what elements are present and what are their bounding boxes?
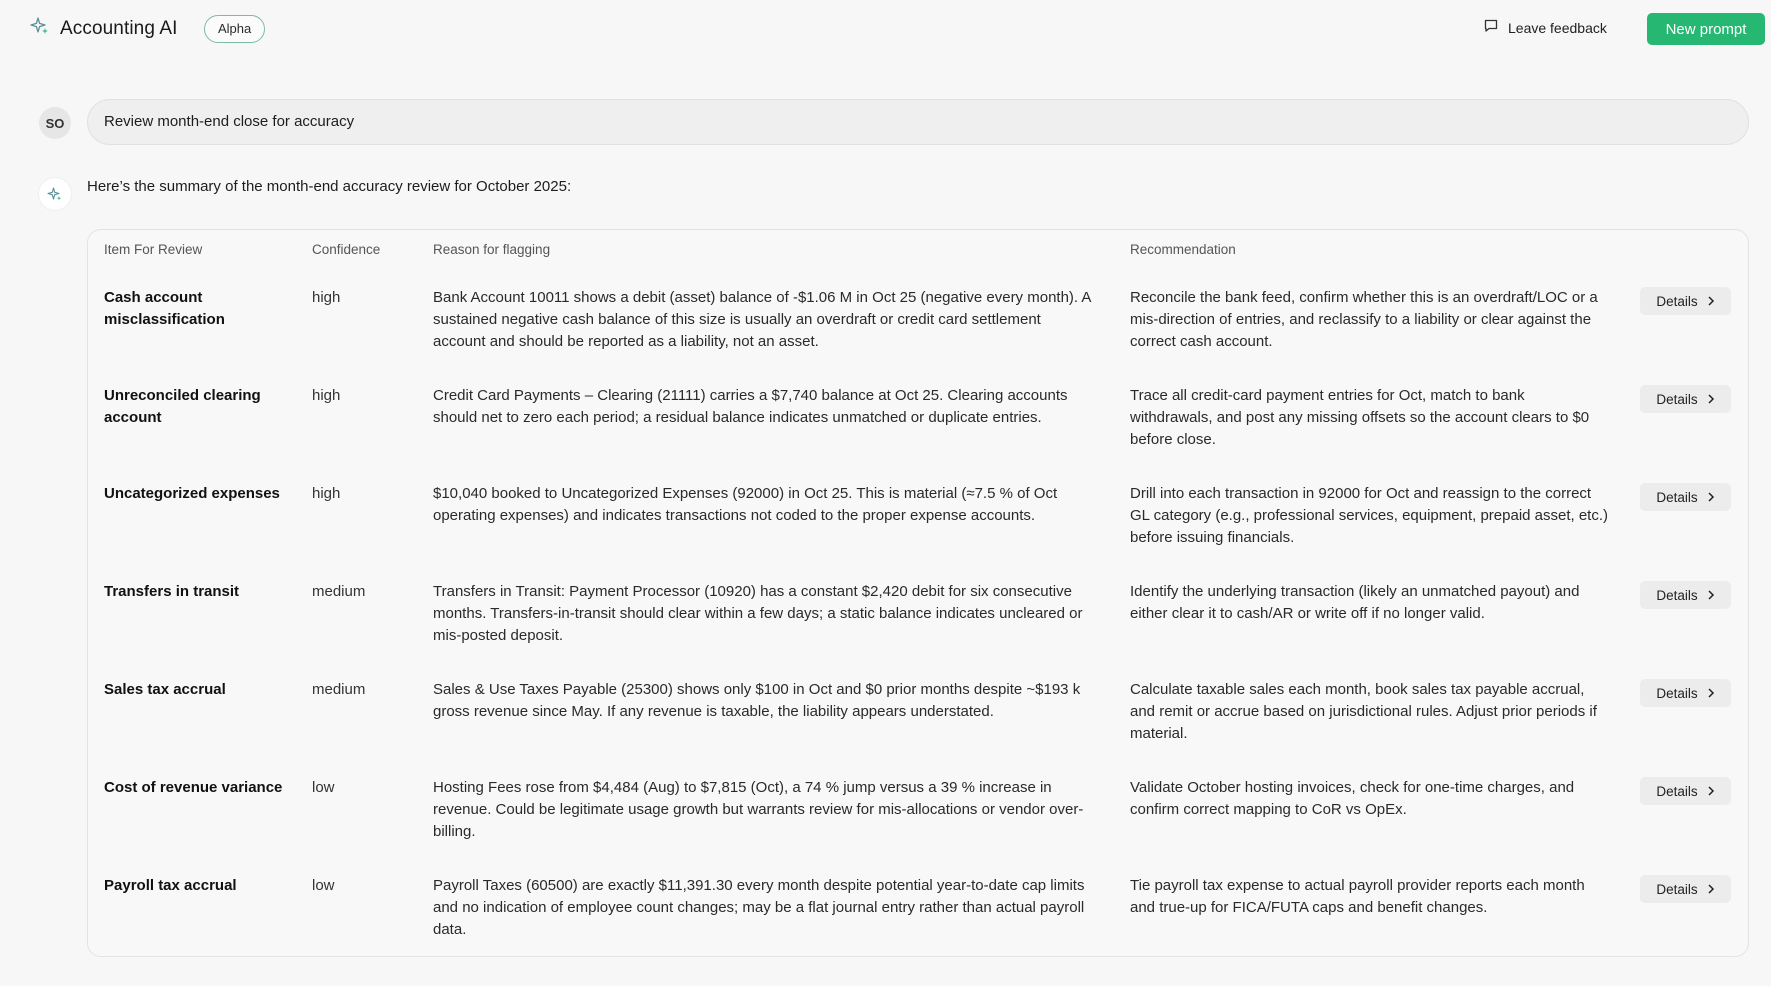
leave-feedback-button[interactable]	[1483, 18, 1607, 37]
confidence-value: low	[312, 779, 335, 796]
confidence-value: high	[312, 485, 341, 502]
table-row	[88, 385, 1748, 483]
sparkle-logo-icon	[30, 16, 50, 41]
top-bar	[0, 0, 1771, 58]
flag-reason: Sales & Use Taxes Payable (25300) shows only $100 in Oct and $0 prior months despite ~$193 k gross revenue since May. If any revenue is taxable, the liability appears understated.	[433, 681, 1081, 720]
item-name: Cash account misclassification	[104, 289, 225, 328]
details-label: Details	[1656, 587, 1698, 603]
flag-reason: Transfers in Transit: Payment Processor (10920) has a constant $2,420 debit for six consecutive months. Transfers-in-transit should clear within a few days; a static balance indicates uncleared or mis-posted deposit.	[433, 583, 1083, 644]
column-header-confidence: Confidence	[312, 242, 381, 257]
confidence-value: high	[312, 387, 341, 404]
details-label: Details	[1656, 685, 1698, 701]
item-name: Unreconciled clearing account	[104, 387, 261, 426]
details-label: Details	[1656, 783, 1698, 799]
leave-feedback-label: Leave feedback	[1508, 19, 1607, 36]
details-label: Details	[1656, 881, 1698, 897]
table-row	[88, 679, 1748, 777]
chevron-right-icon	[1707, 686, 1715, 701]
recommendation: Tie payroll tax expense to actual payroll provider reports each month and true-up for FICA/FUTA caps and benefit changes.	[1130, 877, 1585, 916]
recommendation: Validate October hosting invoices, check for one-time charges, and confirm correct mapping to CoR vs OpEx.	[1130, 779, 1575, 818]
table-header	[88, 242, 1748, 268]
details-label: Details	[1656, 489, 1698, 505]
item-name: Uncategorized expenses	[104, 485, 280, 502]
item-name: Transfers in transit	[104, 583, 240, 600]
table-row	[88, 483, 1748, 581]
response-summary: Here’s the summary of the month-end accuracy review for October 2025:	[87, 178, 572, 195]
user-avatar: SO	[39, 107, 71, 139]
item-name: Cost of revenue variance	[104, 779, 283, 796]
details-button[interactable]	[1640, 777, 1731, 805]
review-table	[87, 229, 1749, 957]
details-label: Details	[1656, 391, 1698, 407]
chevron-right-icon	[1707, 882, 1715, 897]
flag-reason: Bank Account 10011 shows a debit (asset) balance of -$1.06 M in Oct 25 (negative every month). A sustained negative cash balance of this size is usually an overdraft or credit card settlement account and should be reported as a liability, not an asset.	[433, 289, 1091, 350]
chevron-right-icon	[1707, 490, 1715, 505]
table-row	[88, 777, 1748, 875]
ai-sparkle-icon	[39, 178, 71, 210]
column-header-item: Item For Review	[104, 242, 203, 257]
flag-reason: Credit Card Payments – Clearing (21111) carries a $7,740 balance at Oct 25. Clearing accounts should net to zero each period; a residual balance indicates unmatched or duplicate entries.	[433, 387, 1068, 426]
recommendation: Trace all credit-card payment entries for Oct, match to bank withdrawals, and post any missing offsets so the account clears to $0 before close.	[1130, 387, 1590, 448]
brand	[30, 16, 178, 41]
new-prompt-button[interactable]: New prompt	[1647, 13, 1765, 45]
table-row	[88, 875, 1748, 973]
details-button[interactable]	[1640, 287, 1731, 315]
chevron-right-icon	[1707, 392, 1715, 407]
chat-bubble-icon	[1483, 18, 1499, 37]
details-button[interactable]	[1640, 385, 1731, 413]
confidence-value: medium	[312, 681, 366, 698]
flag-reason: Hosting Fees rose from $4,484 (Aug) to $7,815 (Oct), a 74 % jump versus a 39 % increase in revenue. Could be legitimate usage growth but warrants review for mis-allocations or vendor over-billing.	[433, 779, 1084, 840]
chevron-right-icon	[1707, 784, 1715, 799]
alpha-badge: Alpha	[204, 15, 265, 43]
details-button[interactable]	[1640, 483, 1731, 511]
app-title: Accounting AI	[60, 17, 178, 39]
flag-reason: Payroll Taxes (60500) are exactly $11,391.30 every month despite potential year-to-date cap limits and no indication of employee count changes; may be a flat journal entry rather than actual payroll data.	[433, 877, 1085, 938]
recommendation: Calculate taxable sales each month, book sales tax payable accrual, and remit or accrue based on jurisdictional rules. Adjust prior periods if material.	[1130, 681, 1597, 742]
details-button[interactable]	[1640, 581, 1731, 609]
item-name: Sales tax accrual	[104, 681, 226, 698]
confidence-value: high	[312, 289, 341, 306]
table-row	[88, 581, 1748, 679]
column-header-reason: Reason for flagging	[433, 242, 551, 257]
details-button[interactable]	[1640, 875, 1731, 903]
table-row	[88, 287, 1748, 385]
item-name: Payroll tax accrual	[104, 877, 237, 894]
confidence-value: medium	[312, 583, 366, 600]
chevron-right-icon	[1707, 588, 1715, 603]
prompt-message: Review month-end close for accuracy	[87, 99, 1749, 145]
recommendation: Drill into each transaction in 92000 for Oct and reassign to the correct GL category (e.g., professional services, equipment, prepaid asset, etc.) before issuing financials.	[1130, 485, 1609, 546]
details-button[interactable]	[1640, 679, 1731, 707]
confidence-value: low	[312, 877, 335, 894]
chevron-right-icon	[1707, 294, 1715, 309]
recommendation: Identify the underlying transaction (likely an unmatched payout) and either clear it to cash/AR or write off if no longer valid.	[1130, 583, 1580, 622]
column-header-recommendation: Recommendation	[1130, 242, 1236, 257]
flag-reason: $10,040 booked to Uncategorized Expenses (92000) in Oct 25. This is material (≈7.5 % of Oct operating expenses) and indicates transactions not coded to the proper expense accounts.	[433, 485, 1058, 524]
details-label: Details	[1656, 293, 1698, 309]
recommendation: Reconcile the bank feed, confirm whether this is an overdraft/LOC or a mis-direction of entries, and reclassify to a liability or clear against the correct cash account.	[1130, 289, 1598, 350]
